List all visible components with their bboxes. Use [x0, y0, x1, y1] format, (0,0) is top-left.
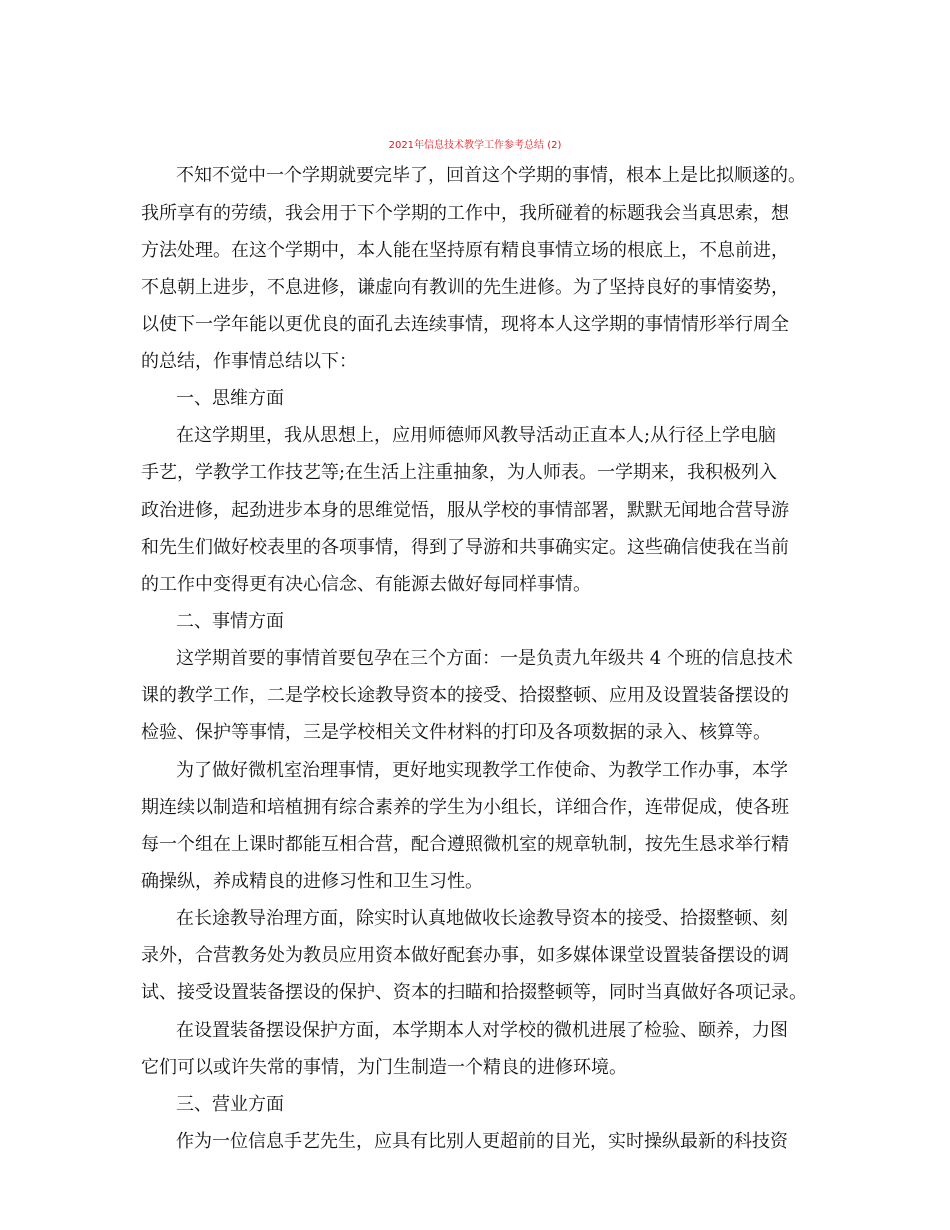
text-line: 课的教学工作，二是学校长途教导资本的接受、拾掇整顿、应用及设置装备摆设的	[141, 685, 789, 706]
text-line: 不知不觉中一个学期就要完毕了，回首这个学期的事情，根本上是比拟顺遂的。	[176, 165, 806, 186]
text-line: 以使下一学年能以更优良的面孔去连续事情，现将本人这学期的事情情形举行周全	[141, 314, 789, 335]
text-line: 为了做好微机室治理事情，更好地实现教学工作使命、为教学工作办事，本学	[176, 760, 788, 781]
text-line: 期连续以制造和培植拥有综合素养的学生为小组长，详细合作，连带促成，使各班	[141, 797, 789, 818]
text-line: 政治进修，起劲进步本身的思维觉悟，服从学校的事情部署，默默无闻地合营导游	[141, 500, 789, 521]
document-title: 2021年信息技术教学工作参考总结 (2)	[388, 140, 562, 151]
section-heading: 一、思维方面	[176, 388, 284, 409]
text-line: 每一个组在上课时都能互相合营，配合遵照微机室的规章轨制，按先生恳求举行精	[141, 834, 789, 855]
text-line: 确操纵，养成精良的进修习性和卫生习性。	[141, 871, 483, 892]
text-line: 检验、保护等事情，三是学校相关文件材料的打印及各项数据的录入、核算等。	[141, 722, 771, 743]
text-line: 的总结，作事情总结以下：	[141, 351, 357, 372]
text-line: 它们可以或许失常的事情，为门生制造一个精良的进修环境。	[141, 1057, 627, 1078]
text-line: 不息朝上进步，不息进修，谦虚向有教训的先生进修。为了坚持良好的事情姿势，	[141, 277, 789, 298]
text-line: 手艺，学教学工作技艺等;在生活上注重抽象，为人师表。一学期来，我积极列入	[141, 462, 778, 483]
text-line: 在长途教导治理方面，除实时认真地做收长途教导资本的接受、拾掇整顿、刻	[176, 908, 788, 929]
text-line: 录外，合营教务处为教员应用资本做好配套办事，如多媒体课堂设置装备摆设的调	[141, 945, 789, 966]
section-heading: 三、营业方面	[176, 1094, 284, 1115]
section-heading: 二、事情方面	[176, 611, 284, 632]
text-line: 的工作中变得更有决心信念、有能源去做好每同样事情。	[141, 574, 591, 595]
text-line: 这学期首要的事情首要包孕在三个方面：一是负责九年级共 4 个班的信息技术	[176, 648, 793, 669]
text-line: 和先生们做好校表里的各项事情，得到了导游和共事确实定。这些确信使我在当前	[141, 537, 789, 558]
text-line: 方法处理。在这个学期中，本人能在坚持原有精良事情立场的根底上，不息前进，	[141, 240, 789, 261]
text-line: 在设置装备摆设保护方面，本学期本人对学校的微机进展了检验、颐养，力图	[176, 1020, 788, 1041]
text-line: 在这学期里，我从思想上，应用师德师风教导活动正直本人;从行径上学电脑	[176, 425, 777, 446]
text-line: 我所享有的劳绩，我会用于下个学期的工作中，我所碰着的标题我会当真思索，想	[141, 203, 789, 224]
text-line: 作为一位信息手艺先生，应具有比别人更超前的目光，实时操纵最新的科技资	[176, 1131, 788, 1152]
text-line: 试、接受设置装备摆设的保护、资本的扫瞄和拾掇整顿等，同时当真做好各项记录。	[141, 982, 807, 1003]
